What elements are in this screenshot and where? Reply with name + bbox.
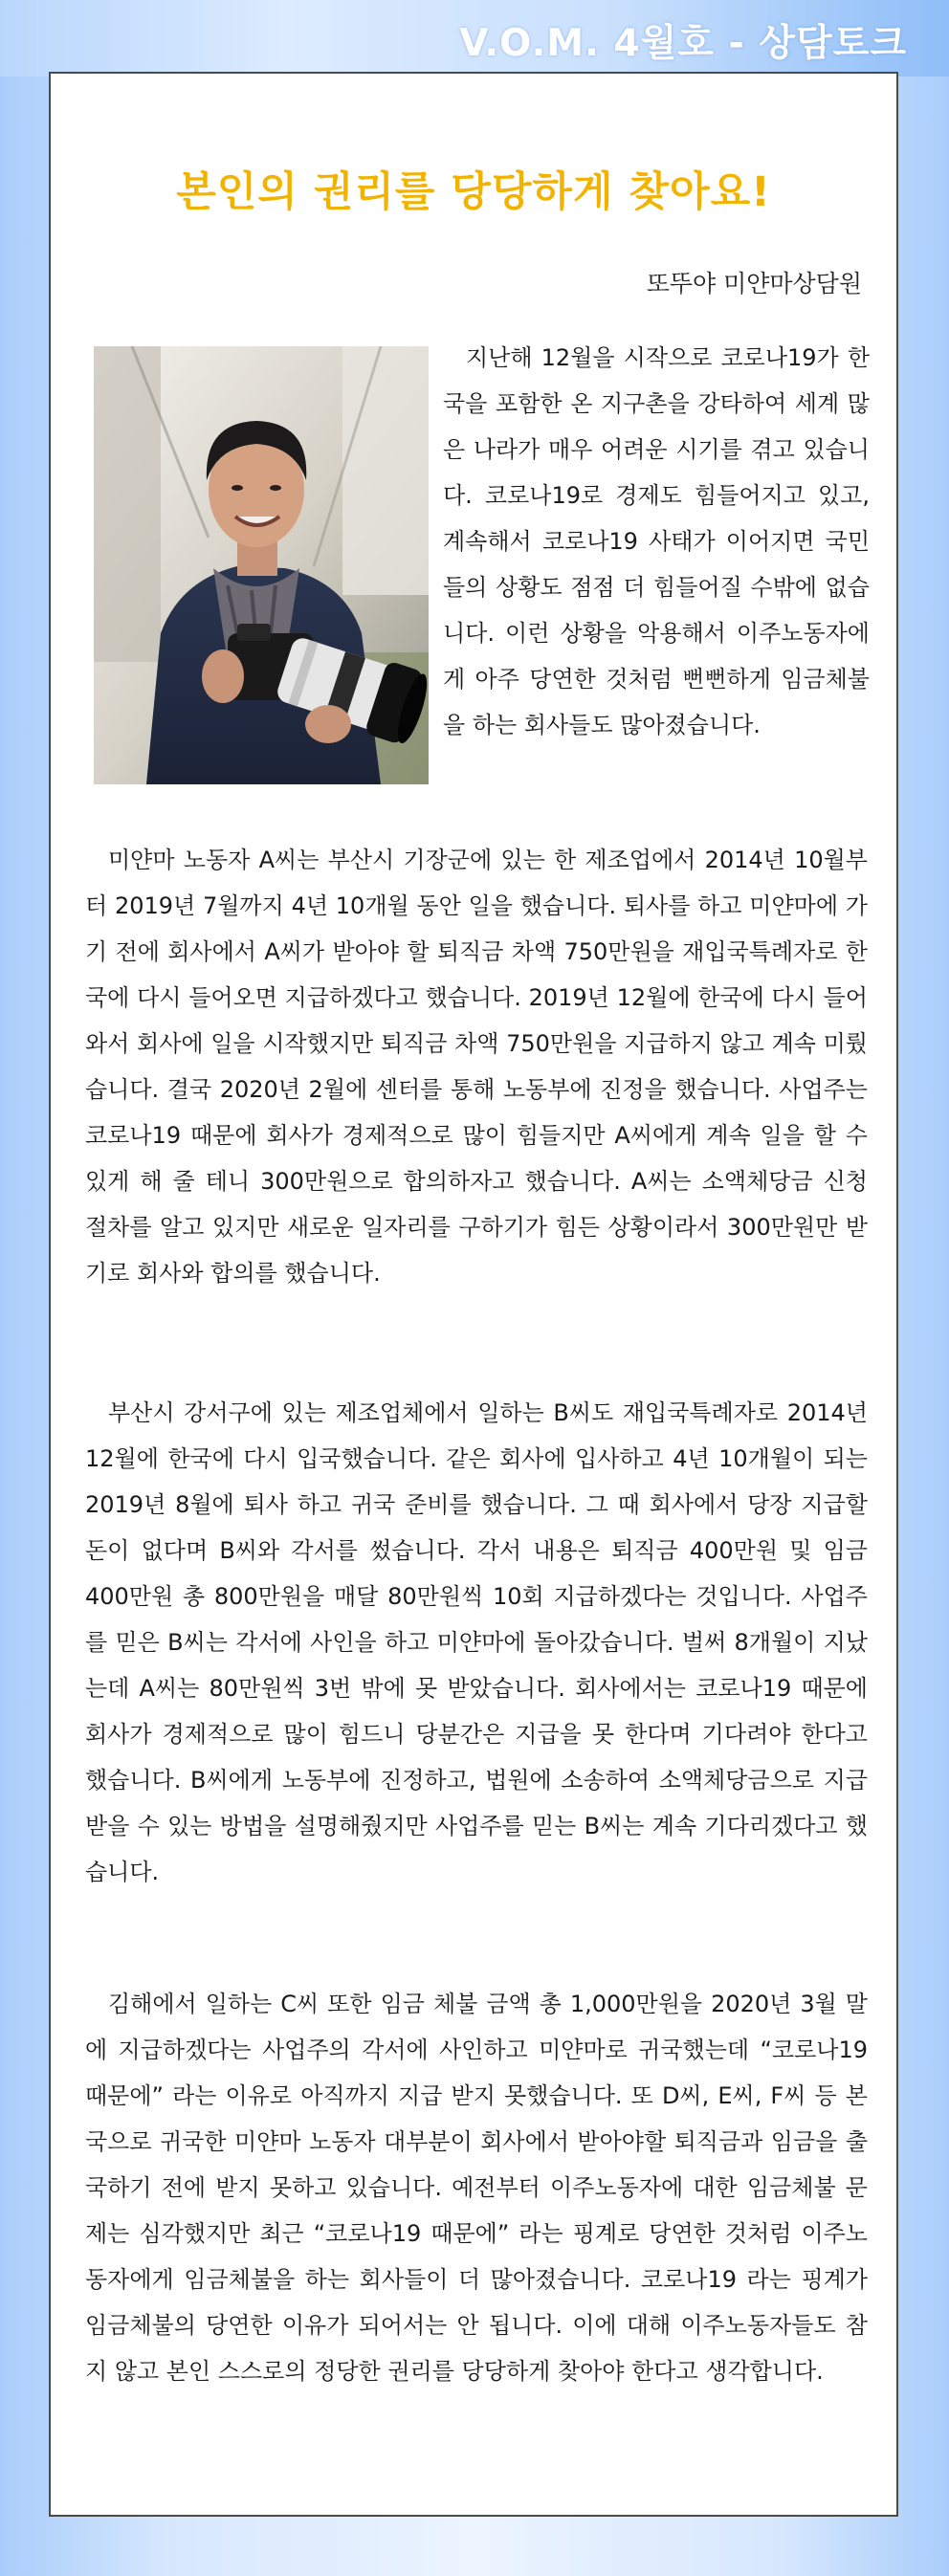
article-page <box>49 72 898 2517</box>
header-band <box>0 0 949 77</box>
article-paragraph-case-b: 부산시 강서구에 있는 제조업체에서 일하는 B씨도 재입국특례자로 2014년 12월에 한국에 다시 입국했습니다. 같은 회사에 입사하고 4년 10개월이 되는 2019년 8월에 퇴사 하고 귀국 준비를 했습니다. 그 때 회사에서 당장 지급할 돈이 없다며 B씨와 각서를 썼습니다. 각서 내용은 퇴직금 400만원 및 임금 400만원 총 800만원을 매달 80만원씩 10회 지급하겠다는 것입니다. 사업주를 믿은 B씨는 각서에 사인을 하고 미얀마에 돌아갔습니다. 벌써 8개월이 지났는데 A씨는 80만원씩 3번 밖에 못 받았습니다. 회사에서는 코로나19 때문에 회사가 경제적으로 많이 힘드니 당분간은 지급을 못 한다며 기다려야 한다고 했습니다. B씨에게 노동부에 진정하고, 법원에 소송하여 소액체당금으로 지급 받을 수 있는 방법을 설명해줬지만 사업주를 믿는 B씨는 계속 기다리겠다고 했습니다. <box>85 1399 868 1885</box>
article-headline: 본인의 권리를 당당하게 찾아요! <box>176 168 771 216</box>
issue-title: V.O.M. 4월호 - 상담토크 <box>459 22 907 65</box>
author-photo <box>94 346 429 784</box>
article-paragraph-conclusion: 김해에서 일하는 C씨 또한 임금 체불 금액 총 1,000만원을 2020년 3월 말에 지급하겠다는 사업주의 각서에 사인하고 미얀마로 귀국했는데 “코로나19 때문에” 라는 이유로 아직까지 지급 받지 못했습니다. 또 D씨, E씨, F씨 등 본국으로 귀국한 미얀마 노동자 대부분이 회사에서 받아야할 퇴직금과 임금을 출국하기 전에 받지 못하고 있습니다. 예전부터 이주노동자에 대한 임금체불 문제는 심각했지만 최근 “코로나19 때문에” 라는 핑계로 당연한 것처럼 이주노동자에게 임금체불을 하는 회사들이 더 많아졌습니다. 코로나19 라는 핑계가 임금체불의 당연한 이유가 되어서는 안 됩니다. 이에 대해 이주노동자들도 참지 않고 본인 스스로의 정당한 권리를 당당하게 찾아야 한다고 생각합니다. <box>85 1991 868 2385</box>
article-author: 또뚜야 미얀마상담원 <box>646 270 862 297</box>
person-with-camera-icon <box>94 346 429 784</box>
article-paragraph-intro: 지난해 12월을 시작으로 코로나19가 한국을 포함한 온 지구촌을 강타하여 세계 많은 나라가 매우 어려운 시기를 겪고 있습니다. 코로나19로 경제도 힘들어지고 있고, 계속해서 코로나19 사태가 이어지면 국민들의 상황도 점점 더 힘들어질 수밖에 없습니다. 이런 상황을 악용해서 이주노동자에게 아주 당연한 것처럼 뻔뻔하게 임금체불을 하는 회사들도 많아졌습니다. <box>443 344 870 738</box>
article-paragraph-case-a: 미얀마 노동자 A씨는 부산시 기장군에 있는 한 제조업에서 2014년 10월부터 2019년 7월까지 4년 10개월 동안 일을 했습니다. 퇴사를 하고 미얀마에 가기 전에 회사에서 A씨가 받아야 할 퇴직금 차액 750만원을 재입국특례자로 한국에 다시 들어오면 지급하겠다고 했습니다. 2019년 12월에 한국에 다시 들어와서 회사에 일을 시작했지만 퇴직금 차액 750만원을 지급하지 않고 계속 미뤘습니다. 결국 2020년 2월에 센터를 통해 노동부에 진정을 했습니다. 사업주는 코로나19 때문에 회사가 경제적으로 많이 힘들지만 A씨에게 계속 일을 할 수 있게 해 줄 테니 300만원으로 합의하자고 했습니다. A씨는 소액체당금 신청 절차를 알고 있지만 새로운 일자리를 구하기가 힘든 상황이라서 300만원만 받기로 회사와 합의를 했습니다. <box>85 847 868 1287</box>
